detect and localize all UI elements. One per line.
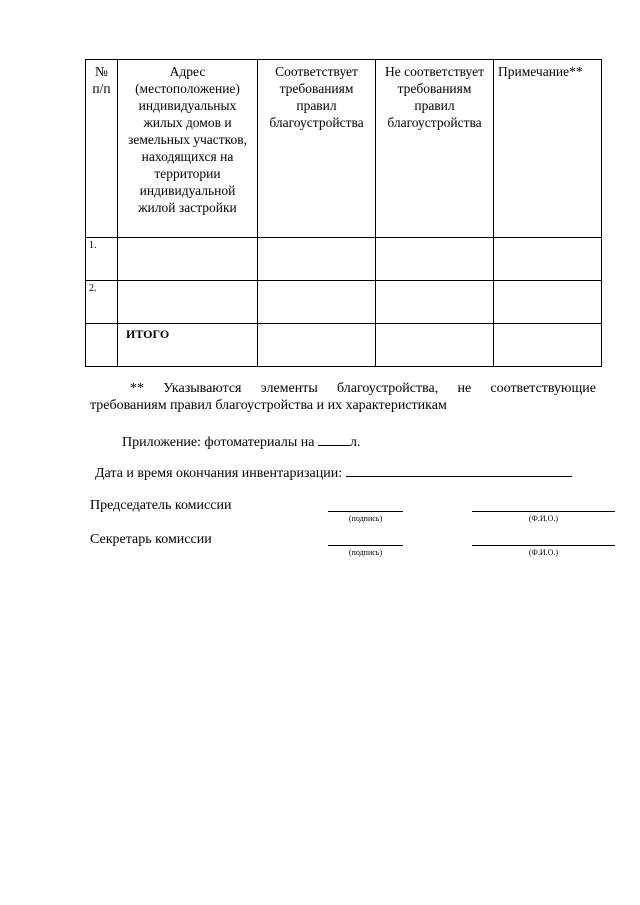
inventory-end-label: Дата и время окончания инвентаризации: xyxy=(95,466,346,481)
footnote: ** Указываются элементы благоустройства, не соответствующие требованиям правил благоустройства и их характеристикам xyxy=(90,381,596,413)
header-number: № п/п xyxy=(86,60,118,238)
header-note: Примечание** xyxy=(494,60,602,238)
table-cell xyxy=(376,281,494,324)
table-cell xyxy=(494,324,602,367)
table-cell xyxy=(86,324,118,367)
attachment-line xyxy=(122,431,360,451)
inventory-end-blank xyxy=(346,462,572,477)
table-cell xyxy=(376,324,494,367)
chairman-label: Председатель комиссии xyxy=(90,498,232,513)
header-compliant: Соответствует требованиям правил благоустройства xyxy=(258,60,376,238)
total-label: ИТОГО xyxy=(118,324,258,367)
table-cell xyxy=(258,324,376,367)
header-non-compliant: Не соответствует требованиям правил благоустройства xyxy=(376,60,494,238)
header-address: Адрес (местоположение) индивидуальных жилых домов и земельных участков, находящихся на территории индивидуальной жилой застройки xyxy=(118,60,258,238)
table-cell xyxy=(258,238,376,281)
secretary-name-line xyxy=(472,545,615,546)
table-cell xyxy=(258,281,376,324)
inventory-table xyxy=(85,59,602,367)
chairman-name-caption: (Ф.И.О.) xyxy=(528,514,559,523)
chairman-name-line xyxy=(472,511,615,512)
chairman-signature-line xyxy=(328,511,403,512)
attachment-prefix: Приложение: фотоматериалы на xyxy=(122,435,318,450)
inventory-end-line xyxy=(95,462,572,482)
secretary-signature-caption: (подпись) xyxy=(348,548,383,557)
table-cell xyxy=(118,238,258,281)
secretary-label: Секретарь комиссии xyxy=(90,532,212,547)
table-total-row xyxy=(86,324,602,367)
secretary-name-caption: (Ф.И.О.) xyxy=(528,548,559,557)
secretary-signature-line xyxy=(328,545,403,546)
row-number: 2. xyxy=(86,281,118,324)
table-row xyxy=(86,238,602,281)
sheet-count-blank xyxy=(318,431,350,446)
table-cell xyxy=(494,238,602,281)
table-header-row xyxy=(86,60,602,238)
table-cell xyxy=(494,281,602,324)
chairman-signature-caption: (подпись) xyxy=(348,514,383,523)
row-number: 1. xyxy=(86,238,118,281)
table-cell xyxy=(376,238,494,281)
table-cell xyxy=(118,281,258,324)
attachment-suffix: л. xyxy=(349,435,361,450)
table-row xyxy=(86,281,602,324)
